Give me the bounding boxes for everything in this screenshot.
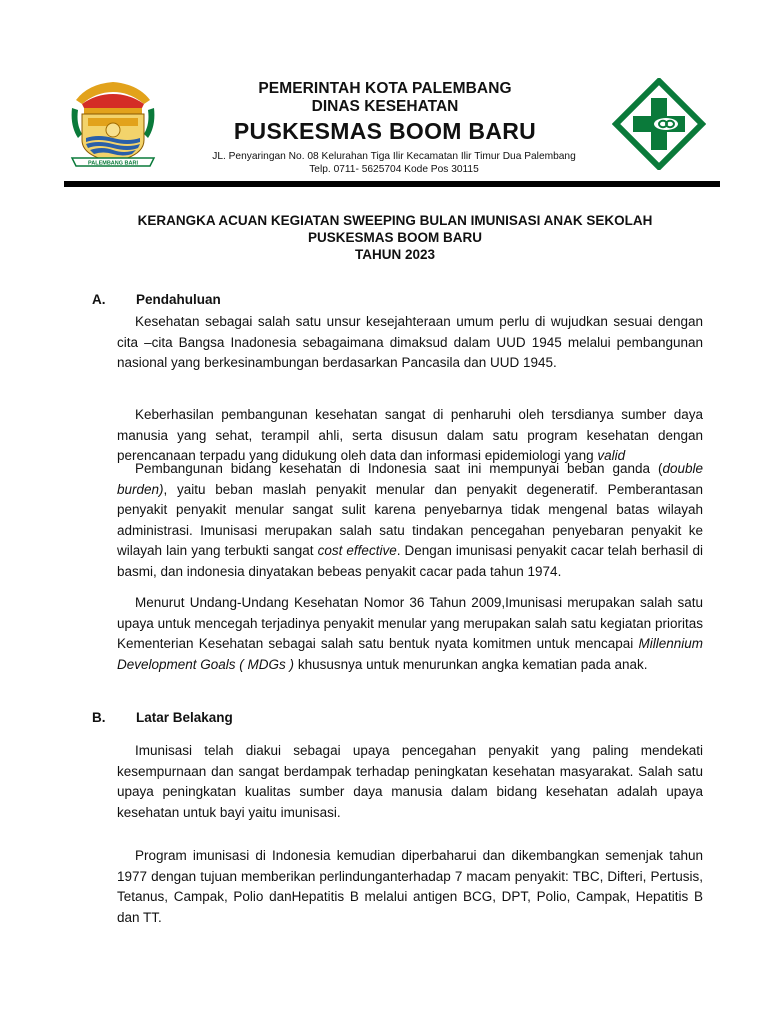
paragraph: Pembangunan bidang kesehatan di Indonesia saat ini mempunyai beban ganda (double burden), yaitu beban maslah penyakit menular dan penyakit degeneratif. Pemberantasan penyakit penyakit menular sangat sulit karena penyebarnya tidak mengenal batas wilayah administrasi. Imunisasi merupakan salah satu tindakan pencegahan penyebaran penyakit ke wilayah lain yang terbukti sangat cost effective. Dengan imunisasi penyakit cacar telah berhasil di basmi, dan indonesia dinyatakan bebeas penyakit cacar pada tahun 1974. [117,461,703,579]
paragraph: Kesehatan sebagai salah satu unsur kesejahteraan umum perlu di wujudkan sesuai dengan cita –cita Bangsa Inadonesia sebagaimana dimaksud dalam UUD 1945 melalui pembangunan nasional yang berkesinambungan berdasarkan Pancasila dan UUD 1945. [117,314,703,371]
title-line-3: TAHUN 2023 [354,247,436,262]
paragraph: Program imunisasi di Indonesia kemudian diperbaharui dan dikembangkan semenjak tahun 1977 dengan tujuan memberikan perlindunganterhadap 7 macam penyakit: TBC, Difteri, Pertusis, Tetanus, Campak, Polio danHepatitis B melalui antigen BCG, DPT, Polio, Campak, Hepatitis B dan TT. [117,848,703,925]
title-line-2: PUSKESMAS BOOM BARU [307,230,482,245]
section-title: Pendahuluan [136,292,221,307]
letterhead-divider [64,181,720,187]
section-label: B. [92,710,106,725]
paragraph: Keberhasilan pembangunan kesehatan sangat di penharuhi oleh tersdianya sumber daya manusia yang sehat, terampil ahli, serta disusun dalam satu program kesehatan dengan perencanaan terpadu yang didukung oleh data dan informasi epidemiologi yang valid [117,407,703,464]
section-title: Latar Belakang [136,710,233,725]
palembang-city-emblem-icon [68,78,158,170]
title-line-1: KERANGKA ACUAN KEGIATAN SWEEPING BULAN IMUNISASI ANAK SEKOLAH [137,213,653,228]
section-a-heading [92,292,221,307]
document-title [80,212,710,263]
department-name: DINAS KESEHATAN [311,98,459,115]
paragraph: Imunisasi telah diakui sebagai upaya pencegahan penyakit yang paling mendekati kesempurnaan dan sangat berdampak terhadap peningkatan kesehatan masyarakat. Salah satu upaya peningkatan kualitas sumber daya manusia dalam bidang kesehatan adalah upaya kesehatan untuk bayi yaitu imunisasi. [117,743,703,820]
contact-line: Telp. 0711- 5625704 Kode Pos 30115 [309,163,479,175]
section-label: A. [92,292,106,307]
puskesmas-cross-emblem-icon [612,78,706,170]
institution-name: PUSKESMAS BOOM BARU [233,118,537,144]
address-line: JL. Penyaringan No. 08 Kelurahan Tiga Ilir Kecamatan Ilir Timur Dua Palembang [212,151,576,162]
paragraph: Menurut Undang-Undang Kesehatan Nomor 36 Tahun 2009,Imunisasi merupakan salah satu upaya untuk mencegah terjadinya penyakit menular yang merupakan salah satu kegiatan prioritas Kementerian Kesehatan sebagai salah satu bentuk nyata komitmen untuk mencapai Millennium Development Goals ( MDGs ) khususnya untuk menurunkan angka kematian pada anak. [117,595,703,672]
government-name: PEMERINTAH KOTA PALEMBANG [258,80,512,97]
section-b-heading [92,710,233,725]
letterhead-text [170,80,600,176]
svg-text:PALEMBANG BARI: PALEMBANG BARI [87,160,139,167]
